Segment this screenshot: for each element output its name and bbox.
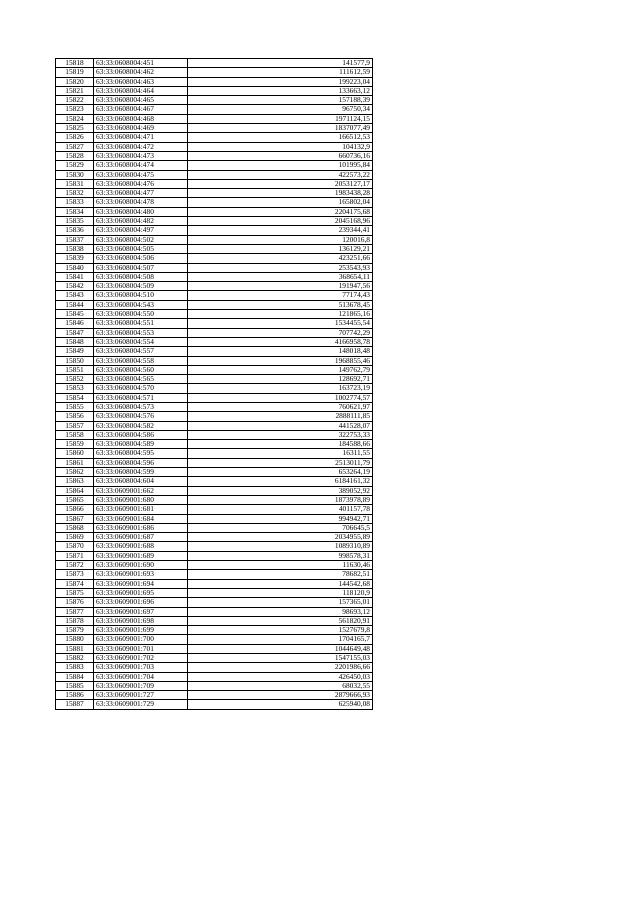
cadastral-number-cell: 63:33:0608004:471 bbox=[94, 133, 188, 142]
value-cell: 253543,93 bbox=[188, 263, 373, 272]
table-row bbox=[56, 207, 373, 216]
cadastral-number-cell: 63:33:0608004:502 bbox=[94, 235, 188, 244]
value-cell: 136129,21 bbox=[188, 244, 373, 253]
table-row bbox=[56, 124, 373, 133]
table-row bbox=[56, 282, 373, 291]
value-cell: 2204175,68 bbox=[188, 207, 373, 216]
value-cell: 77174,43 bbox=[188, 291, 373, 300]
cadastral-number-cell: 63:33:0608004:474 bbox=[94, 161, 188, 170]
cadastral-number-cell: 63:33:0608004:551 bbox=[94, 319, 188, 328]
row-number-cell: 15871 bbox=[56, 551, 94, 560]
table-row bbox=[56, 272, 373, 281]
value-cell: 133663,12 bbox=[188, 86, 373, 95]
value-cell: 4166958,78 bbox=[188, 337, 373, 346]
row-number-cell: 15860 bbox=[56, 449, 94, 458]
value-cell: 166512,53 bbox=[188, 133, 373, 142]
row-number-cell: 15829 bbox=[56, 161, 94, 170]
row-number-cell: 15885 bbox=[56, 681, 94, 690]
cadastral-number-cell: 63:33:0609001:703 bbox=[94, 663, 188, 672]
cadastral-number-cell: 63:33:0608004:589 bbox=[94, 440, 188, 449]
table-row bbox=[56, 542, 373, 551]
value-cell: 68032,55 bbox=[188, 681, 373, 690]
row-number-cell: 15856 bbox=[56, 412, 94, 421]
row-number-cell: 15865 bbox=[56, 495, 94, 504]
table-row bbox=[56, 300, 373, 309]
table-row bbox=[56, 337, 373, 346]
cadastral-number-cell: 63:33:0608004:477 bbox=[94, 189, 188, 198]
row-number-cell: 15866 bbox=[56, 505, 94, 514]
table-row bbox=[56, 198, 373, 207]
table-row bbox=[56, 161, 373, 170]
row-number-cell: 15870 bbox=[56, 542, 94, 551]
table-row bbox=[56, 672, 373, 681]
value-cell: 11630,46 bbox=[188, 561, 373, 570]
cadastral-number-cell: 63:33:0609001:729 bbox=[94, 700, 188, 709]
row-number-cell: 15859 bbox=[56, 440, 94, 449]
cadastral-number-cell: 63:33:0608004:553 bbox=[94, 328, 188, 337]
cadastral-number-cell: 63:33:0608004:465 bbox=[94, 96, 188, 105]
value-cell: 513678,45 bbox=[188, 300, 373, 309]
cadastral-number-cell: 63:33:0608004:464 bbox=[94, 86, 188, 95]
table-row bbox=[56, 310, 373, 319]
cadastral-number-cell: 63:33:0608004:462 bbox=[94, 68, 188, 77]
value-cell: 1002774,57 bbox=[188, 393, 373, 402]
row-number-cell: 15848 bbox=[56, 337, 94, 346]
table-row bbox=[56, 105, 373, 114]
cadastral-number-cell: 63:33:0609001:662 bbox=[94, 486, 188, 495]
row-number-cell: 15882 bbox=[56, 654, 94, 663]
row-number-cell: 15877 bbox=[56, 607, 94, 616]
row-number-cell: 15873 bbox=[56, 570, 94, 579]
value-cell: 2513011,79 bbox=[188, 458, 373, 467]
value-cell: 144542,68 bbox=[188, 579, 373, 588]
value-cell: 2045168,96 bbox=[188, 217, 373, 226]
row-number-cell: 15869 bbox=[56, 533, 94, 542]
row-number-cell: 15874 bbox=[56, 579, 94, 588]
value-cell: 184588,66 bbox=[188, 440, 373, 449]
row-number-cell: 15879 bbox=[56, 626, 94, 635]
cadastral-number-cell: 63:33:0609001:697 bbox=[94, 607, 188, 616]
value-cell: 2034955,89 bbox=[188, 533, 373, 542]
row-number-cell: 15819 bbox=[56, 68, 94, 77]
table-row bbox=[56, 523, 373, 532]
table-row bbox=[56, 495, 373, 504]
cadastral-number-cell: 63:33:0608004:599 bbox=[94, 468, 188, 477]
row-number-cell: 15830 bbox=[56, 170, 94, 179]
value-cell: 118120,9 bbox=[188, 588, 373, 597]
cadastral-number-cell: 63:33:0608004:586 bbox=[94, 430, 188, 439]
cadastral-number-cell: 63:33:0609001:701 bbox=[94, 644, 188, 653]
cadastral-number-cell: 63:33:0608004:596 bbox=[94, 458, 188, 467]
table-row bbox=[56, 644, 373, 653]
row-number-cell: 15850 bbox=[56, 356, 94, 365]
value-cell: 1837077,49 bbox=[188, 124, 373, 133]
row-number-cell: 15849 bbox=[56, 347, 94, 356]
table-row bbox=[56, 430, 373, 439]
cadastral-number-cell: 63:33:0609001:699 bbox=[94, 626, 188, 635]
cadastral-number-cell: 63:33:0609001:681 bbox=[94, 505, 188, 514]
row-number-cell: 15818 bbox=[56, 59, 94, 68]
table-row bbox=[56, 514, 373, 523]
row-number-cell: 15876 bbox=[56, 598, 94, 607]
cadastral-number-cell: 63:33:0608004:475 bbox=[94, 170, 188, 179]
cadastral-number-cell: 63:33:0608004:463 bbox=[94, 77, 188, 86]
cadastral-number-cell: 63:33:0608004:573 bbox=[94, 402, 188, 411]
row-number-cell: 15835 bbox=[56, 217, 94, 226]
value-cell: 6184161,32 bbox=[188, 477, 373, 486]
value-cell: 191947,56 bbox=[188, 282, 373, 291]
row-number-cell: 15822 bbox=[56, 96, 94, 105]
table-row bbox=[56, 440, 373, 449]
table-row bbox=[56, 402, 373, 411]
value-cell: 1044649,48 bbox=[188, 644, 373, 653]
table-row bbox=[56, 393, 373, 402]
value-cell: 199223,04 bbox=[188, 77, 373, 86]
cadastral-number-cell: 63:33:0608004:508 bbox=[94, 272, 188, 281]
table-row bbox=[56, 588, 373, 597]
table-row bbox=[56, 217, 373, 226]
cadastral-number-cell: 63:33:0609001:694 bbox=[94, 579, 188, 588]
cadastral-number-cell: 63:33:0608004:565 bbox=[94, 375, 188, 384]
row-number-cell: 15840 bbox=[56, 263, 94, 272]
table-row bbox=[56, 635, 373, 644]
cadastral-number-cell: 63:33:0608004:558 bbox=[94, 356, 188, 365]
table-row bbox=[56, 96, 373, 105]
table-row bbox=[56, 226, 373, 235]
row-number-cell: 15846 bbox=[56, 319, 94, 328]
row-number-cell: 15872 bbox=[56, 561, 94, 570]
cadastral-number-cell: 63:33:0608004:497 bbox=[94, 226, 188, 235]
cadastral-number-cell: 63:33:0608004:472 bbox=[94, 142, 188, 151]
value-cell: 1971124,15 bbox=[188, 114, 373, 123]
value-cell: 1534455,54 bbox=[188, 319, 373, 328]
table-row bbox=[56, 663, 373, 672]
table-row bbox=[56, 486, 373, 495]
value-cell: 111612,59 bbox=[188, 68, 373, 77]
row-number-cell: 15838 bbox=[56, 244, 94, 253]
row-number-cell: 15820 bbox=[56, 77, 94, 86]
value-cell: 101995,84 bbox=[188, 161, 373, 170]
value-cell: 653264,19 bbox=[188, 468, 373, 477]
row-number-cell: 15853 bbox=[56, 384, 94, 393]
row-number-cell: 15878 bbox=[56, 616, 94, 625]
cadastral-number-cell: 63:33:0608004:476 bbox=[94, 179, 188, 188]
value-cell: 104132,9 bbox=[188, 142, 373, 151]
value-cell: 423251,66 bbox=[188, 254, 373, 263]
value-cell: 98693,12 bbox=[188, 607, 373, 616]
row-number-cell: 15828 bbox=[56, 151, 94, 160]
table-row bbox=[56, 616, 373, 625]
cadastral-number-cell: 63:33:0609001:684 bbox=[94, 514, 188, 523]
table-row bbox=[56, 458, 373, 467]
value-cell: 561820,91 bbox=[188, 616, 373, 625]
cadastral-number-cell: 63:33:0608004:473 bbox=[94, 151, 188, 160]
cadastral-number-cell: 63:33:0608004:604 bbox=[94, 477, 188, 486]
row-number-cell: 15823 bbox=[56, 105, 94, 114]
table-row bbox=[56, 412, 373, 421]
table-row bbox=[56, 551, 373, 560]
cadastral-number-cell: 63:33:0609001:727 bbox=[94, 691, 188, 700]
table-row bbox=[56, 291, 373, 300]
table-row bbox=[56, 365, 373, 374]
row-number-cell: 15836 bbox=[56, 226, 94, 235]
cadastral-number-cell: 63:33:0609001:693 bbox=[94, 570, 188, 579]
table-row bbox=[56, 114, 373, 123]
value-cell: 441528,07 bbox=[188, 421, 373, 430]
table-row bbox=[56, 68, 373, 77]
table-row bbox=[56, 77, 373, 86]
row-number-cell: 15858 bbox=[56, 430, 94, 439]
cadastral-number-cell: 63:33:0608004:560 bbox=[94, 365, 188, 374]
cadastral-number-cell: 63:33:0608004:576 bbox=[94, 412, 188, 421]
table-row bbox=[56, 681, 373, 690]
value-cell: 1527679,8 bbox=[188, 626, 373, 635]
cadastral-number-cell: 63:33:0608004:570 bbox=[94, 384, 188, 393]
table-row bbox=[56, 579, 373, 588]
table-row bbox=[56, 328, 373, 337]
cadastral-number-cell: 63:33:0609001:704 bbox=[94, 672, 188, 681]
table-row bbox=[56, 468, 373, 477]
row-number-cell: 15837 bbox=[56, 235, 94, 244]
value-cell: 422573,22 bbox=[188, 170, 373, 179]
cadastral-number-cell: 63:33:0608004:510 bbox=[94, 291, 188, 300]
row-number-cell: 15844 bbox=[56, 300, 94, 309]
row-number-cell: 15821 bbox=[56, 86, 94, 95]
cadastral-value-table bbox=[55, 58, 373, 710]
table-row bbox=[56, 449, 373, 458]
value-cell: 2879666,93 bbox=[188, 691, 373, 700]
value-cell: 401157,78 bbox=[188, 505, 373, 514]
value-cell: 707742,29 bbox=[188, 328, 373, 337]
value-cell: 165802,04 bbox=[188, 198, 373, 207]
table-row bbox=[56, 691, 373, 700]
row-number-cell: 15857 bbox=[56, 421, 94, 430]
row-number-cell: 15824 bbox=[56, 114, 94, 123]
cadastral-number-cell: 63:33:0609001:689 bbox=[94, 551, 188, 560]
row-number-cell: 15863 bbox=[56, 477, 94, 486]
table-row bbox=[56, 607, 373, 616]
value-cell: 706645,5 bbox=[188, 523, 373, 532]
cadastral-number-cell: 63:33:0608004:571 bbox=[94, 393, 188, 402]
row-number-cell: 15883 bbox=[56, 663, 94, 672]
cadastral-number-cell: 63:33:0609001:688 bbox=[94, 542, 188, 551]
cadastral-number-cell: 63:33:0609001:700 bbox=[94, 635, 188, 644]
value-cell: 2053127,17 bbox=[188, 179, 373, 188]
cadastral-number-cell: 63:33:0608004:478 bbox=[94, 198, 188, 207]
table-row bbox=[56, 59, 373, 68]
cadastral-number-cell: 63:33:0609001:695 bbox=[94, 588, 188, 597]
table-row bbox=[56, 375, 373, 384]
row-number-cell: 15868 bbox=[56, 523, 94, 532]
row-number-cell: 15881 bbox=[56, 644, 94, 653]
value-cell: 760621,97 bbox=[188, 402, 373, 411]
row-number-cell: 15884 bbox=[56, 672, 94, 681]
value-cell: 1983438,28 bbox=[188, 189, 373, 198]
cadastral-number-cell: 63:33:0609001:702 bbox=[94, 654, 188, 663]
row-number-cell: 15841 bbox=[56, 272, 94, 281]
cadastral-number-cell: 63:33:0608004:451 bbox=[94, 59, 188, 68]
row-number-cell: 15854 bbox=[56, 393, 94, 402]
table-row bbox=[56, 700, 373, 709]
value-cell: 128692,71 bbox=[188, 375, 373, 384]
value-cell: 120016,8 bbox=[188, 235, 373, 244]
value-cell: 78682,51 bbox=[188, 570, 373, 579]
row-number-cell: 15847 bbox=[56, 328, 94, 337]
cadastral-number-cell: 63:33:0608004:509 bbox=[94, 282, 188, 291]
table-row bbox=[56, 654, 373, 663]
value-cell: 660736,16 bbox=[188, 151, 373, 160]
table-row bbox=[56, 505, 373, 514]
table-row bbox=[56, 263, 373, 272]
value-cell: 1704165,7 bbox=[188, 635, 373, 644]
row-number-cell: 15875 bbox=[56, 588, 94, 597]
table-row bbox=[56, 254, 373, 263]
cadastral-number-cell: 63:33:0608004:582 bbox=[94, 421, 188, 430]
row-number-cell: 15826 bbox=[56, 133, 94, 142]
row-number-cell: 15839 bbox=[56, 254, 94, 263]
row-number-cell: 15861 bbox=[56, 458, 94, 467]
table-row bbox=[56, 570, 373, 579]
value-cell: 141577,9 bbox=[188, 59, 373, 68]
value-cell: 998578,31 bbox=[188, 551, 373, 560]
value-cell: 157365,01 bbox=[188, 598, 373, 607]
row-number-cell: 15886 bbox=[56, 691, 94, 700]
row-number-cell: 15851 bbox=[56, 365, 94, 374]
table-row bbox=[56, 235, 373, 244]
row-number-cell: 15833 bbox=[56, 198, 94, 207]
cadastral-number-cell: 63:33:0609001:696 bbox=[94, 598, 188, 607]
document-page bbox=[55, 58, 373, 710]
value-cell: 149762,79 bbox=[188, 365, 373, 374]
row-number-cell: 15867 bbox=[56, 514, 94, 523]
value-cell: 994942,71 bbox=[188, 514, 373, 523]
table-row bbox=[56, 189, 373, 198]
row-number-cell: 15845 bbox=[56, 310, 94, 319]
row-number-cell: 15843 bbox=[56, 291, 94, 300]
value-cell: 1873978,89 bbox=[188, 495, 373, 504]
cadastral-number-cell: 63:33:0608004:595 bbox=[94, 449, 188, 458]
row-number-cell: 15855 bbox=[56, 402, 94, 411]
row-number-cell: 15880 bbox=[56, 635, 94, 644]
value-cell: 157188,39 bbox=[188, 96, 373, 105]
table-row bbox=[56, 86, 373, 95]
value-cell: 1547155,03 bbox=[188, 654, 373, 663]
table-row bbox=[56, 421, 373, 430]
table-row bbox=[56, 533, 373, 542]
row-number-cell: 15825 bbox=[56, 124, 94, 133]
cadastral-number-cell: 63:33:0609001:690 bbox=[94, 561, 188, 570]
value-cell: 239344,41 bbox=[188, 226, 373, 235]
table-body bbox=[56, 59, 373, 710]
value-cell: 389052,92 bbox=[188, 486, 373, 495]
cadastral-number-cell: 63:33:0608004:480 bbox=[94, 207, 188, 216]
value-cell: 163723,19 bbox=[188, 384, 373, 393]
table-row bbox=[56, 477, 373, 486]
cadastral-number-cell: 63:33:0608004:468 bbox=[94, 114, 188, 123]
row-number-cell: 15831 bbox=[56, 179, 94, 188]
value-cell: 1968855,46 bbox=[188, 356, 373, 365]
table-row bbox=[56, 170, 373, 179]
table-row bbox=[56, 133, 373, 142]
cadastral-number-cell: 63:33:0608004:507 bbox=[94, 263, 188, 272]
table-row bbox=[56, 151, 373, 160]
row-number-cell: 15842 bbox=[56, 282, 94, 291]
table-row bbox=[56, 347, 373, 356]
value-cell: 1089310,89 bbox=[188, 542, 373, 551]
cadastral-number-cell: 63:33:0608004:554 bbox=[94, 337, 188, 346]
cadastral-number-cell: 63:33:0608004:506 bbox=[94, 254, 188, 263]
table-row bbox=[56, 319, 373, 328]
value-cell: 625940,08 bbox=[188, 700, 373, 709]
cadastral-number-cell: 63:33:0609001:709 bbox=[94, 681, 188, 690]
cadastral-number-cell: 63:33:0609001:686 bbox=[94, 523, 188, 532]
cadastral-number-cell: 63:33:0608004:469 bbox=[94, 124, 188, 133]
value-cell: 2888111,85 bbox=[188, 412, 373, 421]
value-cell: 96750,34 bbox=[188, 105, 373, 114]
value-cell: 322753,33 bbox=[188, 430, 373, 439]
row-number-cell: 15852 bbox=[56, 375, 94, 384]
row-number-cell: 15834 bbox=[56, 207, 94, 216]
row-number-cell: 15862 bbox=[56, 468, 94, 477]
row-number-cell: 15864 bbox=[56, 486, 94, 495]
cadastral-number-cell: 63:33:0608004:550 bbox=[94, 310, 188, 319]
cadastral-number-cell: 63:33:0608004:557 bbox=[94, 347, 188, 356]
value-cell: 426450,03 bbox=[188, 672, 373, 681]
value-cell: 16311,55 bbox=[188, 449, 373, 458]
table-row bbox=[56, 142, 373, 151]
cadastral-number-cell: 63:33:0609001:687 bbox=[94, 533, 188, 542]
table-row bbox=[56, 384, 373, 393]
table-row bbox=[56, 561, 373, 570]
table-row bbox=[56, 598, 373, 607]
table-row bbox=[56, 626, 373, 635]
cadastral-number-cell: 63:33:0608004:482 bbox=[94, 217, 188, 226]
value-cell: 148018,48 bbox=[188, 347, 373, 356]
table-row bbox=[56, 244, 373, 253]
cadastral-number-cell: 63:33:0608004:543 bbox=[94, 300, 188, 309]
cadastral-number-cell: 63:33:0609001:698 bbox=[94, 616, 188, 625]
table-row bbox=[56, 356, 373, 365]
row-number-cell: 15832 bbox=[56, 189, 94, 198]
value-cell: 121865,16 bbox=[188, 310, 373, 319]
table-row bbox=[56, 179, 373, 188]
value-cell: 368654,11 bbox=[188, 272, 373, 281]
row-number-cell: 15887 bbox=[56, 700, 94, 709]
row-number-cell: 15827 bbox=[56, 142, 94, 151]
cadastral-number-cell: 63:33:0609001:680 bbox=[94, 495, 188, 504]
cadastral-number-cell: 63:33:0608004:467 bbox=[94, 105, 188, 114]
value-cell: 2201986,66 bbox=[188, 663, 373, 672]
cadastral-number-cell: 63:33:0608004:505 bbox=[94, 244, 188, 253]
